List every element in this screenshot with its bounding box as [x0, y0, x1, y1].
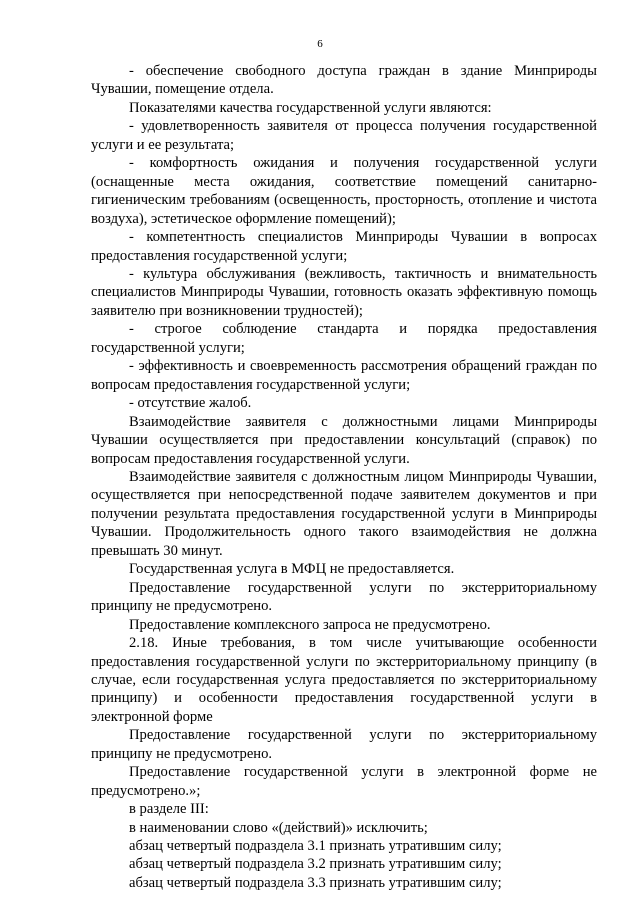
paragraph: - компетентность специалистов Минприроды Чувашии в вопросах предоставления государственной услуги; — [91, 229, 597, 264]
paragraph: абзац четвертый подраздела 3.2 признать утратившим силу; — [129, 856, 502, 873]
paragraph: Предоставление государственной услуги по экстерриториальному принципу не предусмотрено. — [91, 579, 597, 615]
paragraph: Государственная услуга в МФЦ не предоставляется. — [129, 561, 455, 578]
paragraph: Предоставление комплексного запроса не предусмотрено. — [129, 616, 491, 633]
paragraph: Предоставление государственной услуги в электронной форме не предусмотрено.»; — [91, 764, 597, 799]
paragraph: Предоставление государственной услуги по экстерриториальному принципу не предусмотрено. — [91, 727, 597, 762]
paragraph: - удовлетворенность заявителя от процесса получения государственной услуги и ее результата; — [91, 118, 597, 153]
document-body — [91, 62, 597, 892]
paragraph: Показателями качества государственной услуги являются: — [129, 99, 492, 116]
paragraph: в наименовании слово «(действий)» исключить; — [129, 819, 428, 836]
paragraph: - комфортность ожидания и получения государственной услуги (оснащенные места ожидания, соответствие помещений санитарно-гигиеническим требованиям (освещенность, просторность, отопление и чистота воздуха), эстетическое оформление помещений); — [91, 155, 597, 227]
paragraph: абзац четвертый подраздела 3.1 признать утратившим силу; — [129, 838, 502, 855]
paragraph: в разделе III: — [129, 801, 209, 818]
page-number: 6 — [317, 38, 323, 50]
paragraph: - эффективность и своевременность рассмотрения обращений граждан по вопросам предоставления государственной услуги; — [91, 358, 597, 393]
paragraph: 2.18. Иные требования, в том числе учитывающие особенности предоставления государственной услуги по экстерриториальному принципу (в случае, если государственная услуга предоставляется по экстерриториальному принципу) и особенности предоставления государственной услуги в электронной форме — [91, 635, 597, 725]
paragraph: Взаимодействие заявителя с должностным лицом Минприроды Чувашии, осуществляется при непосредственной подаче заявителем документов и при получении результата предоставления государственной услуги в Минприроды Чувашии. Продолжительность одного такого взаимодействия не должна превышать 30 минут. — [91, 468, 597, 559]
paragraph: Взаимодействие заявителя с должностными лицами Минприроды Чувашии осуществляется при предоставлении консультаций (справок) по вопросам предоставления государственной услуги. — [91, 413, 597, 467]
paragraph: - культура обслуживания (вежливость, тактичность и внимательность специалистов Минприроды Чувашии, готовность оказать эффективную помощь заявителю при возникновении трудностей); — [91, 265, 597, 319]
paragraph: - обеспечение свободного доступа граждан в здание Минприроды Чувашии, помещение отдела. — [91, 63, 597, 98]
paragraph: абзац четвертый подраздела 3.3 признать утратившим силу; — [129, 874, 502, 891]
paragraph: - строгое соблюдение стандарта и порядка предоставления государственной услуги; — [91, 321, 597, 356]
paragraph: - отсутствие жалоб. — [129, 395, 252, 412]
